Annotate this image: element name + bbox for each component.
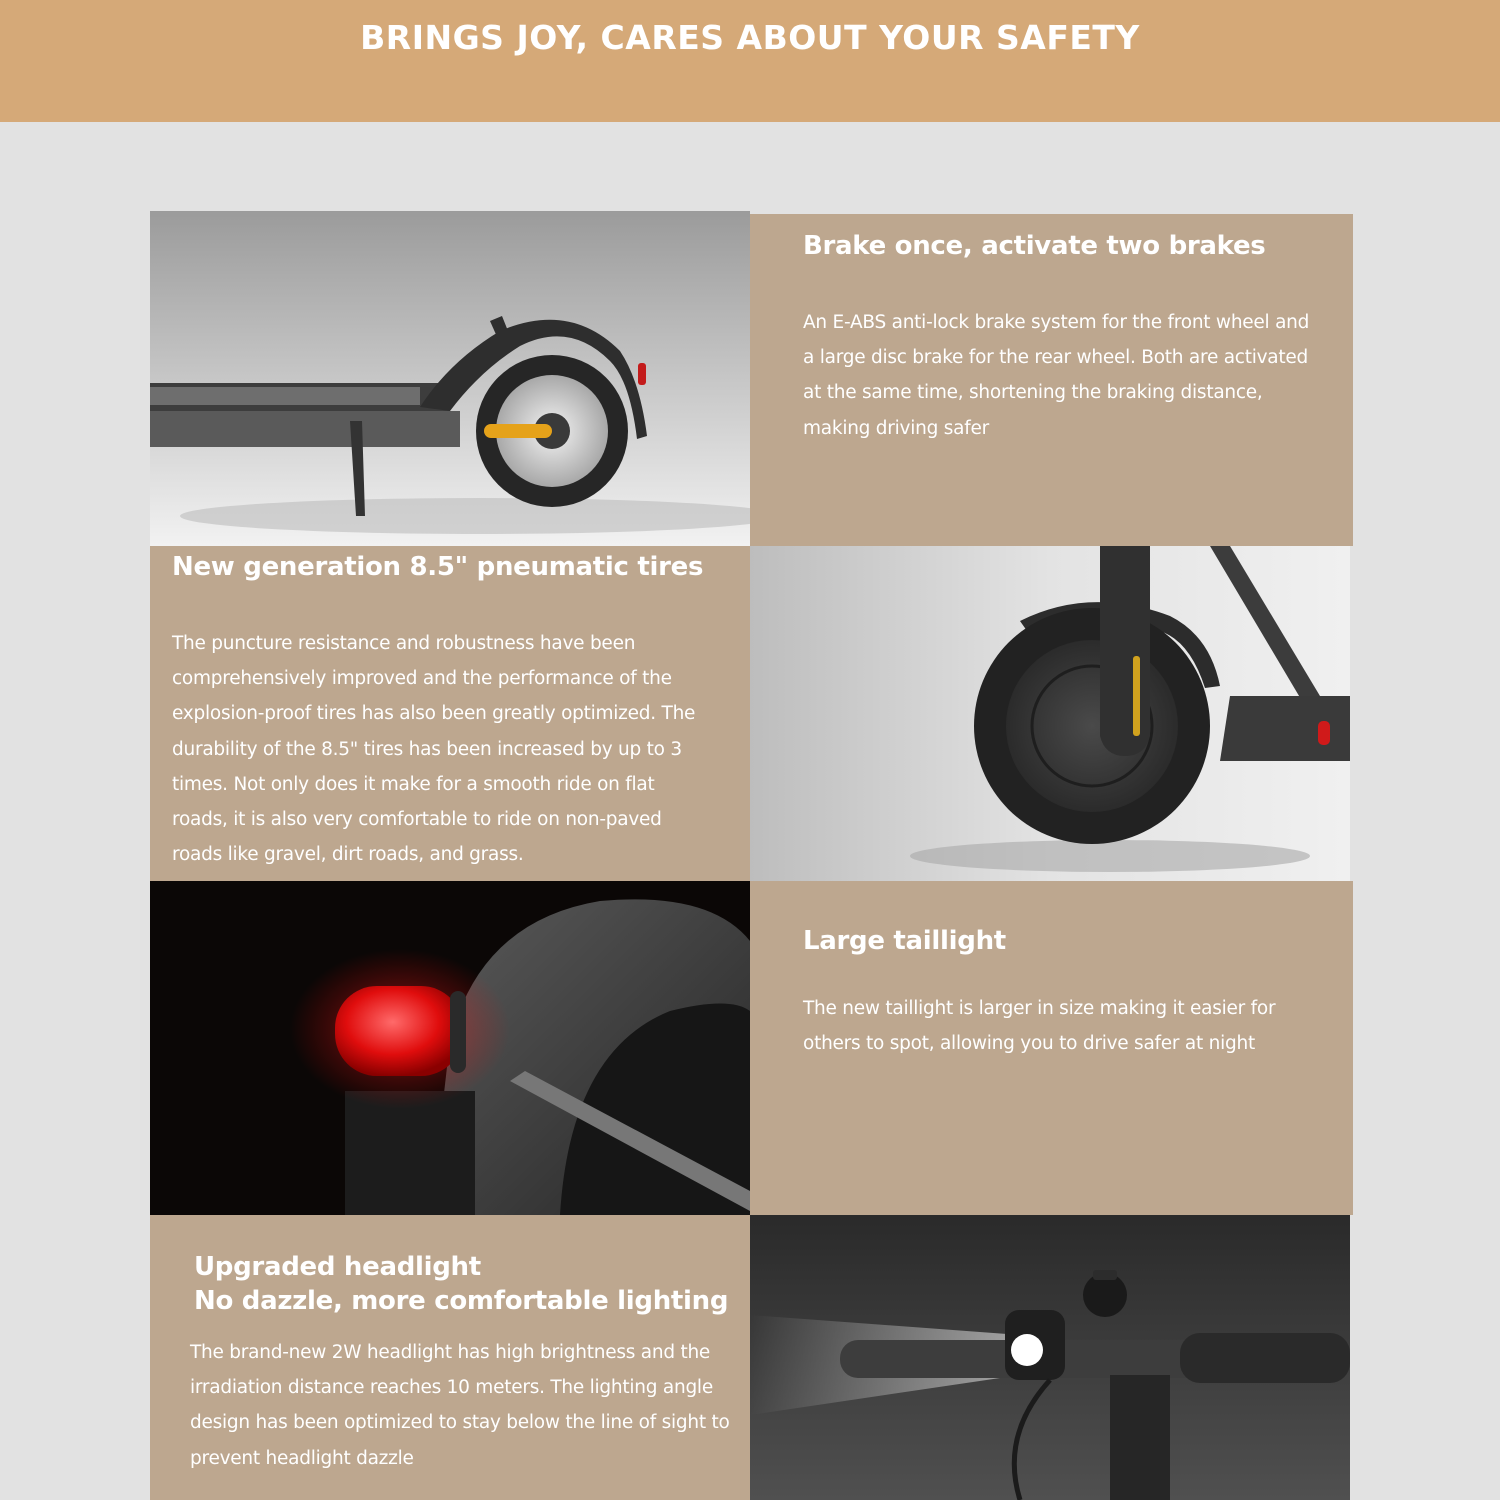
feature-headlight-panel [150, 1215, 750, 1500]
feature-brake-title: Brake once, activate two brakes [803, 231, 1266, 261]
feature-brake-body: An E-ABS anti-lock brake system for the front wheel and a large disc brake for the rear wheel. Both are activated at the same time, shortening the braking distance, making driving safer [803, 312, 1310, 439]
feature-taillight-panel [750, 881, 1353, 1215]
header-banner [0, 0, 1500, 122]
feature-tires-panel [150, 546, 750, 881]
feature-taillight-body: The new taillight is larger in size making it easier for others to spot, allowing you to drive safer at night [803, 998, 1276, 1055]
feature-taillight-title: Large taillight [803, 926, 1006, 956]
scooter-headlight-photo [750, 1215, 1350, 1500]
feature-headlight-title-line1: Upgraded headlight [194, 1252, 481, 1282]
feature-brake-panel [750, 214, 1353, 546]
feature-tires-body: The puncture resistance and robustness have been comprehensively improved and the performance of the explosion-proof tires has also been greatly optimized. The durability of the 8.5" tires has been increased by up to 3 times. Not only does it make for a smooth ride on flat roads, it is also very comfortable to ride on non-paved roads like gravel, dirt roads, and grass. [172, 633, 696, 866]
scooter-taillight-photo [150, 881, 750, 1215]
feature-headlight-title-line2: No dazzle, more comfortable lighting [194, 1286, 729, 1316]
feature-headlight-body: The brand-new 2W headlight has high brightness and the irradiation distance reaches 10 meters. The lighting angle design has been optimized to stay below the line of sight to prevent headlight dazzle [190, 1342, 730, 1469]
scooter-front-wheel-photo [750, 546, 1350, 881]
feature-tires-title: New generation 8.5" pneumatic tires [172, 552, 704, 582]
page-title: BRINGS JOY, CARES ABOUT YOUR SAFETY [360, 18, 1140, 57]
scooter-rear-wheel-photo [150, 211, 750, 546]
feature-grid [150, 211, 1353, 1500]
